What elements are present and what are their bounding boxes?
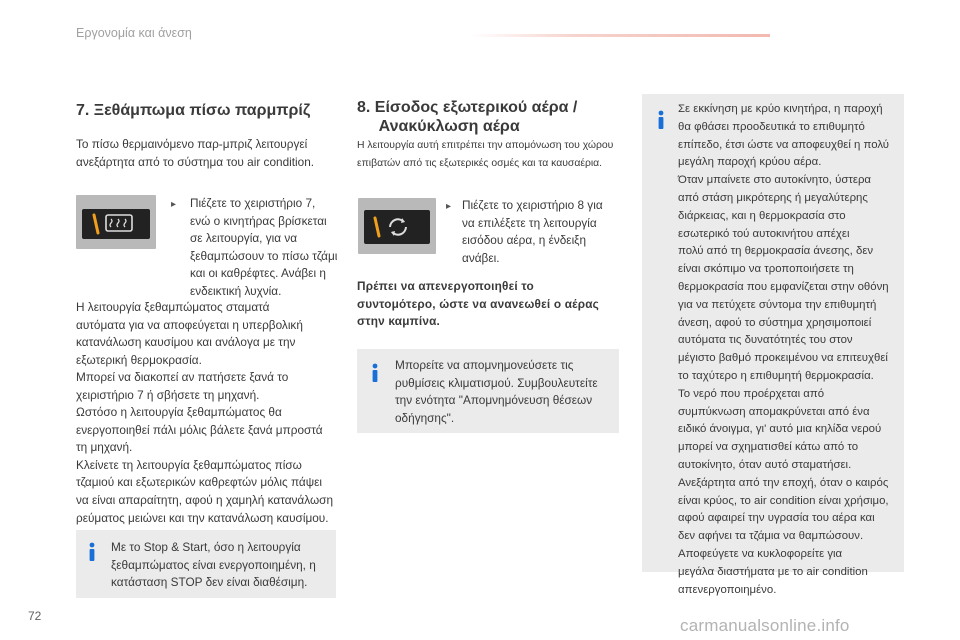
info-icon	[654, 110, 668, 130]
section7-para1: Η λειτουργία ξεθαμπώματος σταματά αυτόματα για να αποφεύγεται η υπερβολική κατανάλωση καυσίμου και ανάλογα με την εξωτερική θερμοκρασία. Μπορεί να διακοπεί αν πατήσετε ξανά το χειριστήριο 7 ή σβήσετε τη μηχανή.	[76, 300, 303, 402]
info-text-memorize-settings: Μπορείτε να απομνημονεύσετε τις ρυθμίσεις κλιματισμού. Συμβουλευτείτε την ενότητα "Απομνημόνευση θέσεων οδήγησης".	[395, 358, 598, 425]
air-recirculation-button-image	[358, 198, 436, 254]
watermark: carmanualsonline.info	[680, 616, 850, 635]
section7-para2: Ωστόσο η λειτουργία ξεθαμπώματος θα ενεργοποιηθεί πάλι μόλις βάλετε ξανά μπροστά τη μηχανή. Κλείνετε τη λειτουργία ξεθαμπώματος πίσω τζαμιού και εξωτερικών καθρεφτών μόλις πάψει να είναι απαραίτητη, αφού η χαμηλή κατανάλωση ρεύματος μειώνει και την κατανάλωση καυσίμου.	[76, 405, 334, 525]
info-icon	[368, 363, 382, 383]
info-icon	[85, 542, 99, 562]
page-number: 72	[28, 609, 42, 623]
section8-intro: Η λειτουργία αυτή επιτρέπει την απομόνωση του χώρου επιβατών από τις εξωτερικές οσμές και τα καυσαέρια.	[357, 140, 614, 169]
header-divider	[470, 34, 770, 37]
info-text-air-conditioning-tips: Σε εκκίνηση με κρύο κινητήρα, η παροχή θα φθάσει προοδευτικά το επιθυμητό επίπεδο, έτσι ώστε να αποφευχθεί η πολύ μεγάλη παροχή κρύου αέρα. Όταν μπαίνετε στο αυτοκίνητο, ύστερα από στάση μικρότερης ή μεγαλύτερης διάρκειας, και η θερμοκρασία στο εσωτερικό τού αυτοκινήτου απέχει πολύ από τη θερμοκρασία άνεσης, δεν είναι σκόπιμο να τροποποιήσετε τη θερμοκρασία που εμφανίζεται στην οθόνη για να πετύχετε σύντομα την επιθυμητή άνεση, αφού το σύστημα χρησιμοποιεί αυτόματα τις δυνατότητές του στον μέγιστο βαθμό προκειμένου να επιτευχθεί το ταχύτερο η επιθυμητή θερμοκρασία. Το νερό που προέρχεται από συμπύκνωση απομακρύνεται από ένα ειδικό άνοιγμα, γι' αυτό μια κηλίδα νερού μπορεί να σχηματισθεί κάτω από το αυτοκίνητο, όταν αυτό σταματήσει. Ανεξάρτητα από την εποχή, όταν ο καιρός είναι κρύος, το air condition είναι χρήσιμο, αφού αφαιρεί την υγρασία του αέρα και δεν αφήνει τα τζάμια να θαμπώσουν. Αποφεύγετε να κυκλοφορείτε για μεγάλα διαστήματα με το air condition απενεργοποιημένο.	[678, 103, 890, 596]
air-recirculation-icon	[358, 198, 436, 254]
info-box-memorize-settings	[357, 349, 619, 433]
section7-intro: Το πίσω θερμαινόμενο παρ-μπριζ λειτουργεί ανεξάρτητα από το σύστημα του air condition.	[76, 137, 315, 169]
rear-defrost-button-image	[76, 195, 156, 249]
info-box-air-conditioning-tips	[642, 94, 904, 596]
section7-instruction: Πιέζετε το χειριστήριο 7, ενώ ο κινητήρας βρίσκεται σε λειτουργία, για να ξεθαμπώσουν το πίσω τζάμι και οι καθρέφτες. Ανάβει η ενδεικτική λυχνία.	[190, 196, 338, 298]
section8-title: 8. Είσοδος εξωτερικού αέρα / Ανακύκλωση αέρα	[357, 99, 578, 135]
rear-defrost-icon	[76, 195, 156, 249]
section8-instruction: Πιέζετε το χειριστήριο 8 για να επιλέξετε τη λειτουργία εισόδου αέρα, η ένδειξη ανάβει.	[462, 198, 603, 265]
info-box-stop-start	[76, 530, 336, 598]
section7-title: 7. Ξεθάμπωμα πίσω παρμπρίζ	[76, 102, 311, 119]
section8-warning: Πρέπει να απενεργοποιηθεί το συντομότερο, ώστε να ανανεωθεί ο αέρας στην καμπίνα.	[357, 279, 599, 329]
bullet-icon: ▸	[171, 199, 177, 210]
info-text-stop-start: Με το Stop & Start, όσο η λειτουργία ξεθαμπώματος είναι ενεργοποιημένη, η κατάσταση STOP δεν είναι διαθέσιμη.	[111, 540, 316, 590]
page-header: Εργονομία και άνεση	[76, 26, 192, 40]
bullet-icon: ▸	[446, 201, 452, 212]
